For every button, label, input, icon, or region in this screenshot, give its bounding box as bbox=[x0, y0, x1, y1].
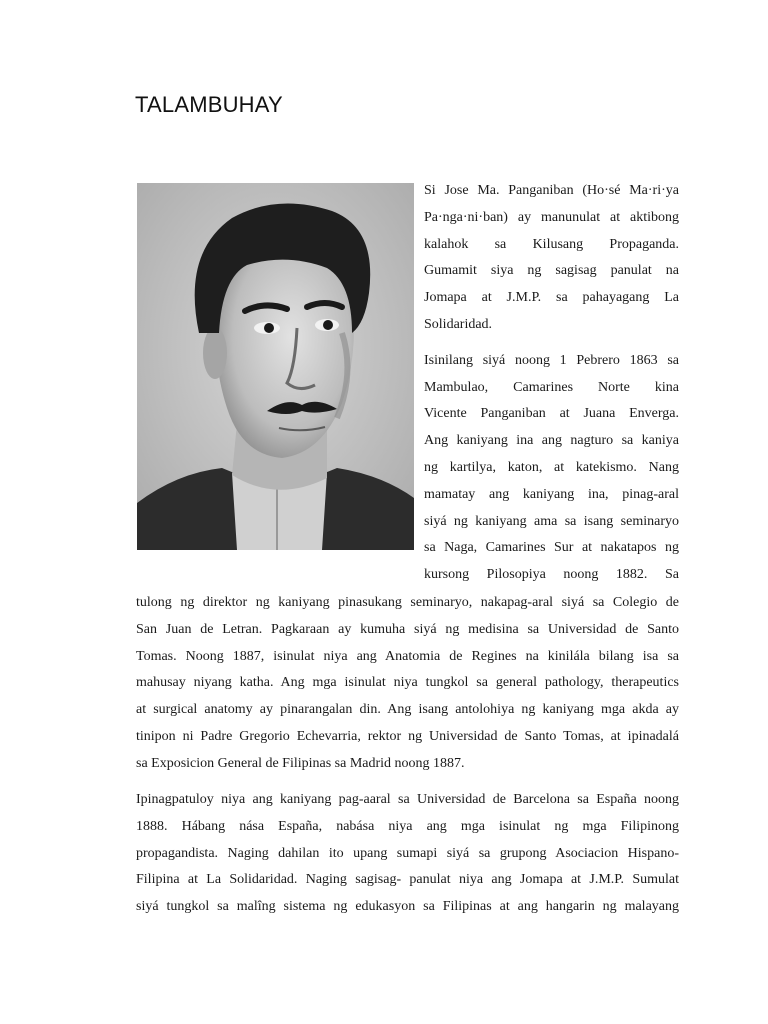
text-line: ng kartilya, katon, at katekismo. Nang bbox=[424, 459, 679, 475]
text-line: Pa·nga·ni·ban) ay manunulat at aktibong bbox=[424, 209, 679, 225]
text-line: Solidaridad. bbox=[424, 316, 493, 332]
text-line: at surgical anatomy ay pinarangalan din. Ang isang antolohiya ng kaniyang mga akda ay bbox=[136, 702, 679, 718]
paragraph-2-continuation bbox=[136, 590, 679, 778]
text-line: Ipinagpatuloy niya ang kaniyang pag-aaral sa Universidad de Barcelona sa España noong bbox=[136, 792, 679, 807]
text-line: Si Jose Ma. Panganiban (Ho·sé Ma·ri·ya bbox=[424, 183, 679, 198]
text-line: San Juan de Letran. Pagkaraan ay kumuha siyá ng medisina sa Universidad de Santo bbox=[136, 621, 679, 637]
text-line: Filipina at La Solidaridad. Naging sagisag- panulat niya ang Jomapa at J.M.P. Sumulat bbox=[136, 872, 679, 888]
text-line: Mambulao, Camarines Norte kina bbox=[424, 379, 679, 395]
text-line: 1888. Hábang nása España, nabása niya ang mga isinulat ng mga Filipinong bbox=[136, 818, 679, 834]
side-column bbox=[424, 178, 679, 598]
paragraph-1 bbox=[424, 178, 679, 339]
text-line: Jomapa at J.M.P. sa pahayagang La bbox=[424, 290, 679, 306]
text-line: tinipon ni Padre Gregorio Echevarria, rektor ng Universidad de Santo Tomas, at ipinadalá bbox=[136, 728, 679, 744]
text-line: siyá ng kaniyang ama sa isang seminaryo bbox=[424, 513, 679, 529]
text-line: kursong Pilosopiya noong 1882. Sa bbox=[424, 567, 679, 583]
text-line: propagandista. Naging dahilan ito upang sumapi siyá sa grupong Asociacion Hispano- bbox=[136, 845, 679, 861]
text-line: Gumamit siya ng sagisag panulat na bbox=[424, 263, 679, 279]
portrait-image bbox=[137, 183, 414, 550]
text-line: Isinilang siyá noong 1 Pebrero 1863 sa bbox=[424, 352, 679, 368]
text-line: mamatay ang kaniyang ina, pinag-aral bbox=[424, 486, 679, 502]
text-line: Tomas. Noong 1887, isinulat niya ang Anatomia de Regines na kinilála bilang isa sa bbox=[136, 648, 679, 664]
text-line: Vicente Panganiban at Juana Enverga. bbox=[424, 406, 679, 422]
text-line: sa Naga, Camarines Sur at nakatapos ng bbox=[424, 540, 679, 556]
text-line: kalahok sa Kilusang Propaganda. bbox=[424, 236, 679, 252]
paragraph-2-start bbox=[424, 348, 679, 589]
text-line: siyá tungkol sa malîng sistema ng edukasyon sa Filipinas at ang hangarin ng malayang bbox=[136, 899, 679, 915]
text-line: tulong ng direktor ng kaniyang pinasukang seminaryo, nakapag-aral siyá sa Colegio de bbox=[136, 595, 679, 610]
text-line: mahusay niyang katha. Ang mga isinulat niya tungkol sa general pathology, therapeutics bbox=[136, 675, 679, 691]
text-line: Ang kaniyang ina ang nagturo sa kaniya bbox=[424, 433, 679, 449]
page-title: TALAMBUHAY bbox=[135, 92, 283, 117]
text-line: sa Exposicion General de Filipinas sa Madrid noong 1887. bbox=[136, 755, 465, 771]
paragraph-3 bbox=[136, 787, 679, 921]
